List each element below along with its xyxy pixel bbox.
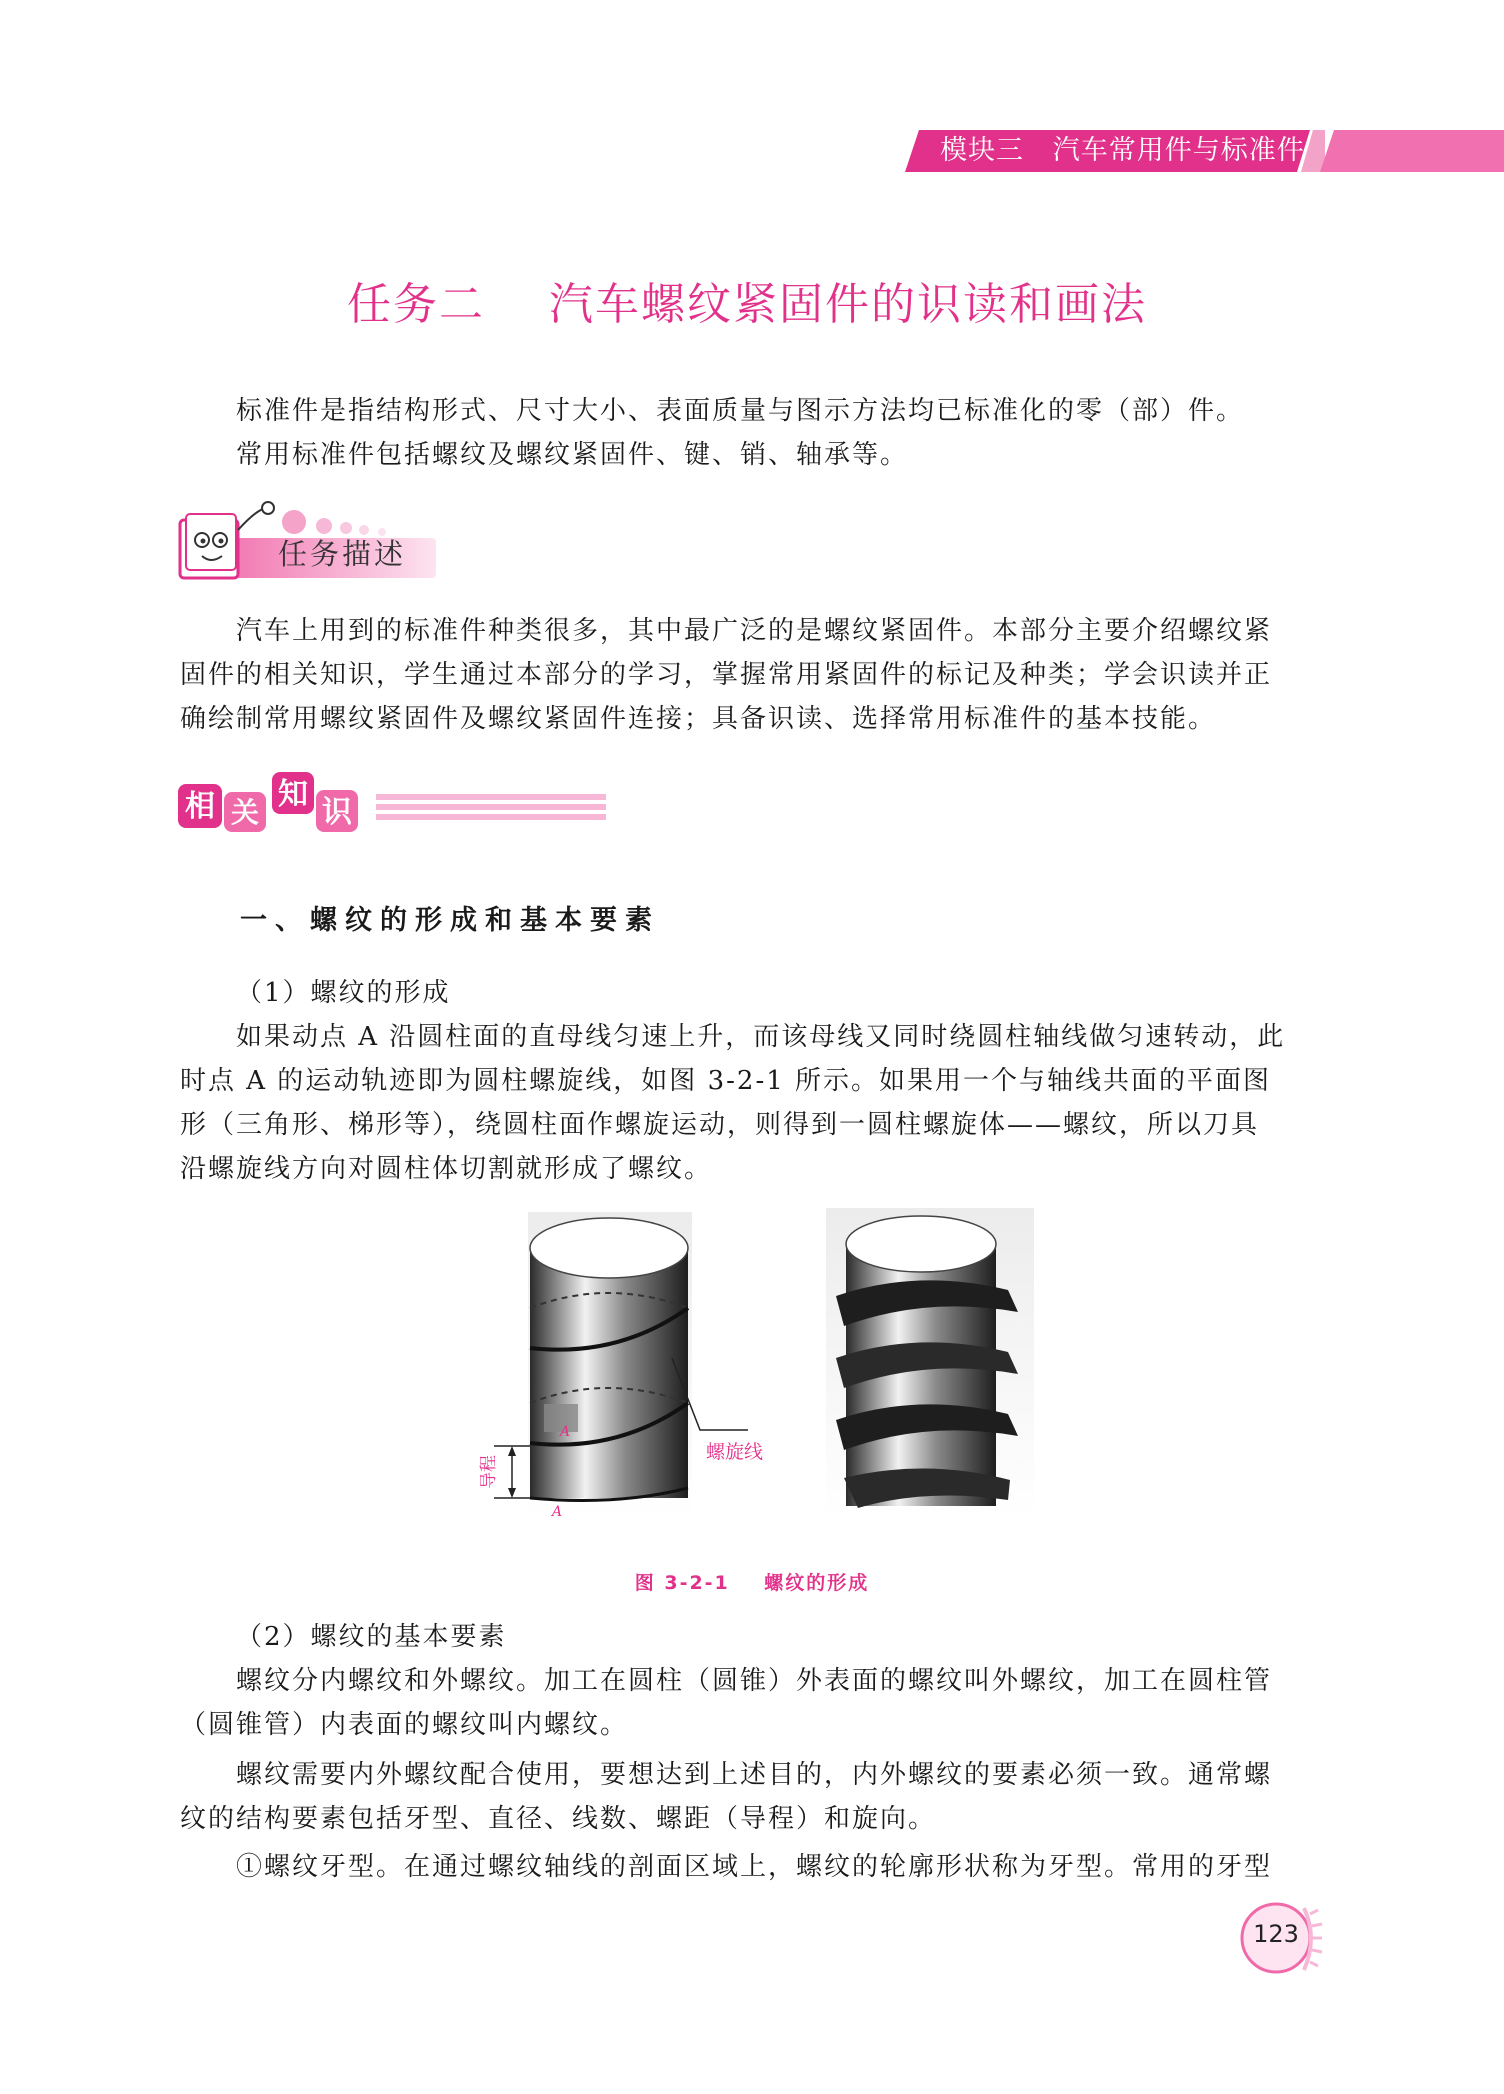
para4-line-1: ①螺纹牙型。在通过螺纹轴线的剖面区域上，螺纹的轮廓形状称为牙型。常用的牙型	[236, 1852, 1273, 1882]
page-number: 123	[1253, 1920, 1299, 1948]
para2-line-1: 螺纹分内螺纹和外螺纹。加工在圆柱（圆锥）外表面的螺纹叫外螺纹，加工在圆柱管	[236, 1666, 1273, 1696]
para2-line-2: （圆锥管）内表面的螺纹叫内螺纹。	[180, 1710, 629, 1740]
para1-line-3: 形（三角形、梯形等），绕圆柱面作螺旋运动，则得到一圆柱螺旋体——螺纹，所以刀具	[180, 1110, 1260, 1140]
para3-line-1: 螺纹需要内外螺纹配合使用，要想达到上述目的，内外螺纹的要素必须一致。通常螺	[236, 1760, 1273, 1790]
header-title: 模块三 汽车常用件与标准件	[940, 135, 1305, 166]
intro-line-1: 标准件是指结构形式、尺寸大小、表面质量与图示方法均已标准化的零（部）件。	[236, 396, 1245, 426]
thread-formation-figure	[448, 1208, 1048, 1528]
figure-caption: 图 3-2-1 螺纹的形成	[634, 1572, 870, 1594]
task-line-2: 固件的相关知识，学生通过本部分的学习，掌握常用紧固件的标记及种类；学会识读并正	[180, 660, 1273, 690]
para1-line-4: 沿螺旋线方向对圆柱体切割就形成了螺纹。	[180, 1154, 713, 1184]
task-line-1: 汽车上用到的标准件种类很多，其中最广泛的是螺纹紧固件。本部分主要介绍螺纹紧	[236, 616, 1273, 646]
point-a-top: A	[560, 1424, 571, 1440]
para1-line-2: 时点 A 的运动轨迹即为圆柱螺旋线，如图 3-2-1 所示。如果用一个与轴线共面的平面图	[180, 1066, 1272, 1096]
knowledge-char-2: 关	[230, 796, 260, 829]
knowledge-char-1: 相	[185, 789, 215, 824]
task-line-3: 确绘制常用螺纹紧固件及螺纹紧固件连接；具备识读、选择常用标准件的基本技能。	[180, 704, 1217, 734]
task-description-label: 任务描述	[278, 537, 407, 571]
related-knowledge-badge	[176, 766, 626, 832]
page-title: 任务二 汽车螺纹紧固件的识读和画法	[347, 279, 1147, 330]
section-heading: 一、螺纹的形成和基本要素	[240, 905, 660, 936]
subheading-elements: （2）螺纹的基本要素	[236, 1622, 507, 1652]
para3-line-2: 纹的结构要素包括牙型、直径、线数、螺距（导程）和旋向。	[180, 1804, 937, 1834]
point-a-bottom: A	[552, 1504, 563, 1520]
knowledge-char-4: 识	[322, 795, 352, 830]
subheading-formation: （1）螺纹的形成	[236, 978, 451, 1008]
lead-label: 导程	[479, 1455, 499, 1489]
helix-label: 螺旋线	[706, 1441, 764, 1463]
intro-line-2: 常用标准件包括螺纹及螺纹紧固件、键、销、轴承等。	[236, 440, 909, 470]
knowledge-char-3: 知	[278, 777, 308, 812]
para1-line-1: 如果动点 A 沿圆柱面的直母线匀速上升，而该母线又同时绕圆柱轴线做匀速转动，此	[236, 1022, 1286, 1052]
